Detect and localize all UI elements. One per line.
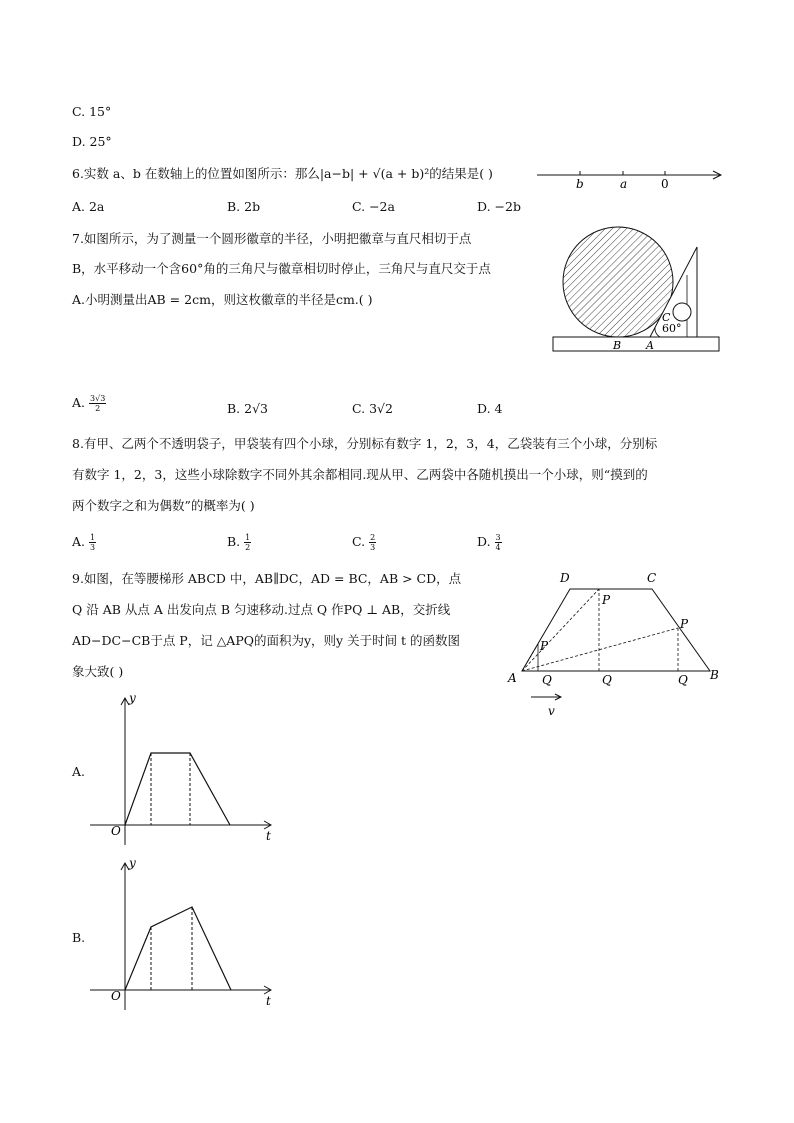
- denominator: 3: [370, 543, 376, 552]
- label-D: D: [560, 571, 570, 585]
- option-d-prev: D. 25°: [72, 134, 112, 149]
- label-Q-3: Q: [678, 673, 688, 687]
- q8-option-a: [72, 533, 96, 552]
- q6-text-post: 的结果是( ): [429, 166, 493, 181]
- q6-option-b: B. 2b: [227, 199, 261, 214]
- y-axis-label: y: [129, 856, 136, 870]
- q8-option-a-label: A.: [72, 534, 86, 549]
- q7-option-b: B. 2√3: [227, 401, 269, 416]
- t-axis-label: t: [266, 994, 271, 1008]
- q7-line-3: A.小明测量出AB = 2cm，则这枚徽章的半径是cm.( ): [72, 292, 373, 307]
- small-circle: [673, 303, 691, 321]
- numerator: 3: [495, 533, 501, 542]
- badge-circle: [563, 227, 673, 337]
- q8-option-d-label: D.: [477, 534, 491, 549]
- numerator: 1: [245, 533, 251, 542]
- numerator: 3√3: [90, 394, 106, 403]
- axis-label-0: 0: [661, 177, 669, 191]
- origin-label: O: [111, 989, 121, 1003]
- numerator: 1: [90, 533, 96, 542]
- q8-line-3: 两个数字之和为偶数”的概率为( ): [72, 498, 255, 513]
- label-c: C: [662, 311, 671, 324]
- denominator: 4: [495, 543, 501, 552]
- q6-number-line: [535, 160, 725, 195]
- q6-option-d: D. −2b: [477, 199, 521, 214]
- q6-stem: [72, 166, 493, 182]
- q9-trapezoid-figure: [505, 568, 725, 723]
- fraction: [244, 533, 251, 552]
- q8-line-2: 有数字 1，2，3，这些小球除数字不同外其余都相同.现从甲、乙两袋中各随机摸出一个小球，则“摸到的: [72, 467, 648, 482]
- q7-option-a: [72, 394, 106, 413]
- label-a: A: [646, 339, 654, 352]
- label-P-left: P: [540, 639, 549, 653]
- axis-label-a: a: [620, 177, 628, 191]
- label-Q-1: Q: [542, 673, 552, 687]
- denominator: 3: [90, 543, 96, 552]
- numerator: 2: [370, 533, 376, 542]
- q8-option-d: [477, 533, 502, 552]
- label-v: v: [548, 704, 555, 718]
- graph-option-b-label: B.: [72, 930, 86, 945]
- option-c-prev: C. 15°: [72, 104, 112, 119]
- axis-label-b: b: [576, 177, 584, 191]
- graph-a: [88, 690, 288, 850]
- denominator: 2: [245, 543, 251, 552]
- q9-line-1: 9.如图，在等腰梯形 ABCD 中，AB∥DC，AD = BC，AB > CD，点: [72, 571, 462, 586]
- label-A: A: [508, 671, 517, 685]
- label-B: B: [710, 668, 719, 682]
- origin-label: O: [111, 824, 121, 838]
- label-60: 60°: [662, 322, 682, 335]
- q9-line-2: Q 沿 AB 从点 A 出发向点 B 匀速移动.过点 Q 作PQ ⊥ AB，交折线: [72, 602, 451, 617]
- ruler: [553, 337, 719, 351]
- graph-option-a-label: A.: [72, 764, 86, 779]
- label-P-top: P: [602, 593, 611, 607]
- q6-option-a: A. 2a: [72, 199, 105, 214]
- q7-line-1: 7.如图所示，为了测量一个圆形徽章的半径，小明把徽章与直尺相切于点: [72, 231, 472, 246]
- q7-line-2: B，水平移动一个含60°角的三角尺与徽章相切时停止，三角尺与直尺交于点: [72, 261, 491, 276]
- fraction: [369, 533, 376, 552]
- fraction: [89, 394, 106, 413]
- t-axis-label: t: [266, 829, 271, 843]
- q8-line-1: 8.有甲、乙两个不透明袋子，甲袋装有四个小球，分别标有数字 1，2，3，4，乙袋装有三个小球，分别标: [72, 436, 658, 451]
- label-b: B: [613, 339, 622, 352]
- q9-line-4: 象大致( ): [72, 664, 124, 679]
- q8-option-b: [227, 533, 251, 552]
- q8-option-c: [352, 533, 376, 552]
- q8-option-b-label: B.: [227, 534, 241, 549]
- q8-option-c-label: C.: [352, 534, 366, 549]
- label-C: C: [647, 571, 657, 585]
- q6-text-pre: 6.实数 a、b 在数轴上的位置如图所示：那么: [72, 166, 320, 181]
- label-Q-2: Q: [602, 673, 612, 687]
- denominator: 2: [95, 404, 101, 413]
- q6-option-c: C. −2a: [352, 199, 395, 214]
- q9-line-3: AD−DC−CB于点 P，记 △APQ的面积为y，则y 关于时间 t 的函数图: [72, 633, 461, 648]
- label-P-right: P: [680, 617, 689, 631]
- q7-option-a-label: A.: [72, 395, 86, 410]
- q7-figure: [552, 225, 722, 355]
- q7-option-c: C. 3√2: [352, 401, 393, 416]
- fraction: [495, 533, 502, 552]
- q6-expression: |a−b| + √(a + b)²: [319, 166, 430, 181]
- fraction: [89, 533, 96, 552]
- q7-option-d: D. 4: [477, 401, 503, 416]
- graph-b: [88, 855, 288, 1015]
- y-axis-label: y: [129, 691, 136, 705]
